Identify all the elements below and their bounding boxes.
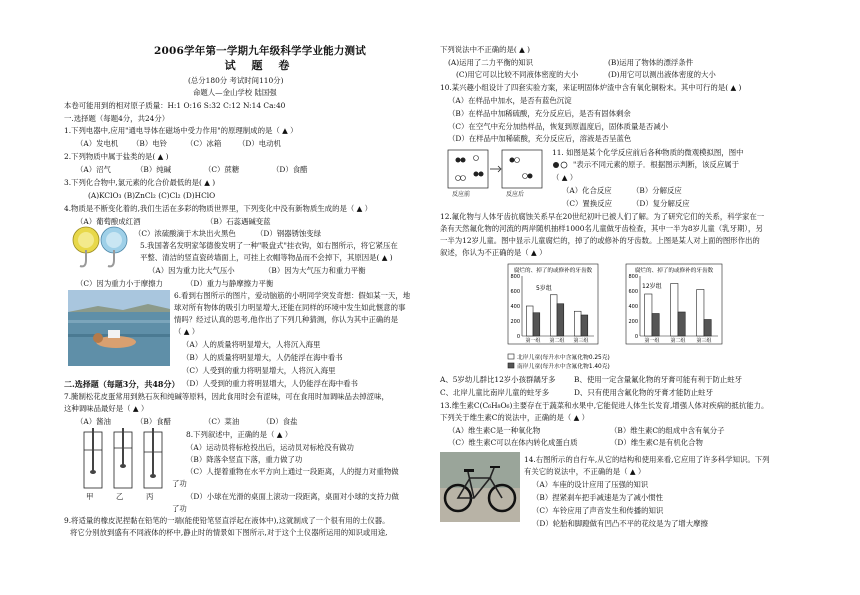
q11-stem-2: [552, 160, 739, 171]
q9-opt-c: (C)用它可以比较不同液体密度的大小: [456, 70, 579, 79]
legend-north-swatch: [508, 354, 514, 359]
q11-opt-c: （C）置换反应: [562, 199, 612, 208]
q14-stem-1: 14.右图所示的自行车,从它的结构和使用来看,它应用了许多科学知识。下列: [524, 455, 770, 464]
teeth-chart: [486, 262, 746, 372]
q2-opt-b: （B）纯碱: [136, 165, 171, 174]
q8-opt-d: （D）小球在光滑的桌面上滚动一段距离，桌面对小球的支持力做: [186, 492, 399, 501]
chart1-bar-north: [550, 295, 557, 336]
chart2-inset-label: 12岁组: [642, 283, 662, 290]
q6-opt-d: （D）人受到的重力将明显增大，人仍能浮在海中看书: [182, 379, 358, 388]
chart2-y-tick: 400: [628, 304, 638, 310]
q12-opt-d: D、只有使用含氟化物的牙膏才能防止蛀牙: [574, 388, 713, 397]
q6-opt-b: （B）人的质量将明显增大，人仍能浮在海中看书: [182, 353, 343, 362]
fig-label-jia: 甲: [86, 492, 94, 501]
chart2-bar-south: [652, 314, 659, 337]
chart1-inset-label: 5岁组: [536, 285, 552, 292]
section1-heading: 一.选择题（每题4分，共24分）: [64, 114, 170, 123]
chart1-y-tick: 0: [516, 334, 520, 340]
chart1-y-tick: 600: [510, 289, 520, 295]
chart1-title: 腐烂的、掉了的或修补的牙齿数: [513, 268, 593, 274]
legend-south-swatch: [508, 363, 514, 368]
chart1-bar-north: [574, 311, 581, 336]
q13-opt-b: （B）维生素C的组成中含有氧分子: [610, 426, 725, 435]
q7-opt-b: （B）食醋: [136, 417, 171, 426]
q10-opt-a: （A）在样品中加水，是否有蓝色沉淀: [448, 96, 572, 105]
q8-opt-c: （C）人提着重物在水平方向上通过一段距离，人的提力对重物做: [186, 467, 399, 476]
chart1-category-label: 第三组: [573, 338, 589, 344]
q14-opt-d: （D）轮胎和脚蹬做有凹凸不平的花纹是为了增大摩擦: [532, 519, 708, 528]
q4-stem: 4.物质是不断变化着的,我们生活在多彩的物质世界里，下列变化中没有新物质生成的是（ ▲ ）: [64, 204, 373, 213]
q13-stem-2: 下列关于维生素C的说法中，正确的是（ ▲ ）: [440, 413, 590, 422]
chart1-category-label: 第一组: [525, 338, 541, 344]
dead-sea-photo: [68, 290, 170, 366]
q12-stem-1: 12.氟化物与人体牙齿抗腐蚀关系早在20世纪初叶已被人们了解。为了研究它们的关系，科学家在一: [440, 212, 765, 221]
q7-opt-d: （D）食盐: [262, 417, 298, 426]
q3-stem: 3.下列化合物中,氯元素的化合价最低的是( ▲ ): [64, 178, 216, 187]
q9-opt-a: (A)运用了二力平衡的知识: [448, 58, 534, 67]
q5-opt-c: （C）因为重力小于摩擦力: [76, 279, 163, 288]
q13-opt-c: （C）维生素C可以在体内转化成蛋白质: [448, 438, 578, 447]
chart2-bar-north: [697, 290, 704, 337]
chart2-y-tick: 0: [634, 334, 638, 340]
q2-opt-d: （D）食醋: [272, 165, 308, 174]
q12-opt-c: C、北岸儿童比南岸儿童的蛀牙多: [440, 388, 550, 397]
q6-opt-c: （C）人受到的重力将明显增大，人将沉入海里: [182, 366, 336, 375]
q11-stem-3: （ ▲ ）: [552, 173, 578, 182]
q10-stem: 10.某兴趣小组设计了四套实验方案，来证明固体炉渣中含有氧化铜粉末。其中可行的是( ▲ ): [440, 83, 742, 92]
q12-stem-2: 条有天然氟化物的河流的两岸随机抽样1000名儿童做牙齿检查，其中一半为8岁儿童（乳牙期），另: [440, 224, 763, 233]
q9-stem-2: 将它分别放到盛有不同液体的杯中,静止时的情景如下图所示,对于这个土仪器所运用的知识或用途,: [70, 528, 388, 537]
q6-stem-1: 6.看到右图所示的图片，爱动脑筋的小明同学突发奇想：假如某一天，地: [174, 291, 411, 300]
chart2-bar-north: [645, 294, 652, 336]
chart2-y-tick: 200: [628, 319, 638, 325]
q8-opt-c-cont: 了功: [172, 479, 187, 488]
q1-opt-b: （B）电铃: [132, 139, 167, 148]
q2-stem: 2.下列物质中属于盐类的是( ▲ ): [64, 152, 169, 161]
exam-title: 2006学年第一学期九年级科学学业能力测试: [154, 45, 366, 57]
q14-opt-b: （B）捏紧刹车把手减速是为了减小惯性: [532, 493, 664, 502]
q6-opt-a: （A）人的质量将明显增大，人将沉入海里: [182, 340, 321, 349]
q10-opt-c: （C）在空气中充分加热样品，恢复到原温度后，固体质量是否减小: [448, 122, 668, 131]
q14-opt-a: （A）车座的设计应用了压强的知识: [532, 480, 649, 489]
q4-opt-b: （B）石蕊遇碱变蓝: [206, 217, 271, 226]
q7-stem-1: 7.腌制松花皮蛋常用到熟石灰和纯碱等原料，因此食用时会有涩味，可在食用时加调味品去掉涩味，: [64, 392, 389, 401]
chart2-category-label: 第二组: [670, 338, 686, 344]
q9-stem-1: 9.将适量的橡皮泥捏黏在铅笔的一端(能使铅笔竖直浮起在液体中),这就制成了一个很有用的土仪器。: [64, 516, 390, 525]
q6-stem-4: （ ▲ ）: [174, 327, 200, 336]
reaction-after-label: 反应后: [506, 191, 525, 198]
fig-label-yi: 乙: [116, 492, 124, 501]
q4-opt-c: （C）浓硫酸滴于木块出火黑色: [134, 229, 236, 238]
q5-stem-1: 5.我国著名发明家邹德俊发明了一种"吸盘式"挂衣钩，如右图所示，将它紧压在: [140, 241, 398, 250]
q3-options: (A)KClO₃ (B)ZnCl₂ (C)Cl₂ (D)HClO: [88, 191, 216, 200]
q5-opt-a: （A）因为重力比大气压小: [148, 266, 235, 275]
q12-stem-4: 叙述，你认为不正确的是（ ▲ ）: [440, 248, 547, 257]
score-time: (总分180分 考试时间110分): [188, 76, 284, 85]
q10-opt-b: （B）在样品中加稀硫酸，充分反应后，是否有固体剩余: [448, 109, 631, 118]
q11-opt-a: （A）化合反应: [562, 186, 612, 195]
q1-opt-c: （C）冰箱: [186, 139, 222, 148]
legend-south-label: 南岸儿童(每升水中含氟化物1.40克): [517, 364, 610, 370]
q4-opt-a: （A）葡萄酿成红酒: [76, 217, 141, 226]
q1-stem: 1.下列电器中,应用"通电导体在磁场中受力作用"的原理制成的是（ ▲ ）: [64, 126, 298, 135]
chart2-y-tick: 800: [628, 274, 638, 280]
q13-stem-1: 13.维生素C(C₆H₈O₆)主要存在于蔬菜和水果中,它能促进人体生长发育,增强人体对疾病的抵抗能力。: [440, 401, 769, 410]
q9-stem-3: 下列说法中不正确的是( ▲ ): [440, 45, 531, 54]
q13-opt-d: （D）维生素C是有机化合物: [610, 438, 703, 447]
q1-opt-d: （D）电动机: [238, 139, 281, 148]
q14-stem-2: 有关它的说法中，不正确的是（ ▲ ）: [524, 467, 646, 476]
author: 命题人—金山学校 陆国强: [193, 88, 277, 97]
q5-opt-d: （D）重力与静摩擦力平衡: [186, 279, 274, 288]
chart1-y-tick: 400: [510, 304, 520, 310]
chart2-bar-south: [678, 312, 685, 336]
chart2-category-label: 第三组: [696, 338, 712, 344]
q6-stem-2: 球对所有物体的吸引力明显增大,还能在同样的环境中发生如此惬意的事: [174, 303, 406, 312]
fig-label-bing: 丙: [146, 492, 154, 501]
atom-legend-icon: [552, 161, 572, 169]
q12-stem-3: 一半为12岁儿童。图中显示儿童腐烂的，掉了的或修补的牙齿数。上图是某人对上面的图形作出的: [440, 236, 760, 245]
bicycle-photo: [440, 452, 520, 522]
chart1-y-tick: 200: [510, 319, 520, 325]
q11-opt-d: （D）复分解反应: [632, 199, 690, 208]
q1-opt-a: （A）发电机: [76, 139, 119, 148]
chart2-category-label: 第一组: [644, 338, 660, 344]
q5-stem-2: 平整、清洁的竖直瓷砖墙面上，可挂上衣帽等物品而不会掉下，其原因是( ▲ ): [140, 253, 393, 262]
atomic-masses: 本卷可能用到的相对原子质量：H:1 O:16 S:32 C:12 N:14 Ca:40: [64, 101, 286, 110]
chart1-bar-north: [526, 306, 533, 336]
chart2-title: 腐烂的、掉了的或修补的牙齿数: [634, 268, 714, 274]
chart2-bar-south: [704, 320, 711, 337]
q4-opt-d: （D）钢器锈蚀变绿: [256, 229, 322, 238]
q6-stem-3: 情吗？经过认真的思考,他作出了下列几种猜测，你认为其中正确的是: [174, 315, 399, 324]
suction-hook-image: [70, 224, 132, 272]
q7-stem-2: 这种调味品最好是（ ▲ ）: [64, 404, 149, 413]
q7-opt-a: （A）酱油: [76, 417, 111, 426]
q9-opt-b: (B)运用了物体的漂浮条件: [608, 58, 694, 67]
q10-opt-d: （D）在样品中加稀硫酸，充分反应后，溶液是否呈蓝色: [448, 134, 632, 143]
q12-opt-a: A、5岁幼儿群比12岁小孩群龋牙多: [440, 375, 556, 384]
chart1-y-tick: 800: [510, 274, 520, 280]
q8-opt-a: （A）运动员将标枪投出后，运动员对标枪没有做功: [186, 443, 354, 452]
chart1-bar-south: [581, 315, 588, 336]
q14-opt-c: （C）车铃应用了声音发生和传播的知识: [532, 506, 664, 515]
q12-opt-b: B、使用一定含量氟化物的牙膏可能有利于防止蛀牙: [574, 375, 743, 384]
q8-stem: 8.下列叙述中，正确的是（ ▲ ）: [186, 430, 293, 439]
q11-opt-b: （B）分解反应: [632, 186, 682, 195]
q2-opt-c: （C）蔗糖: [204, 165, 240, 174]
chart1-bar-south: [533, 313, 540, 336]
chart2-bar-north: [671, 284, 678, 337]
legend-north-label: 北岸儿童(每升水中含氟化物0.25克): [517, 355, 610, 361]
q11-stem-1: 11. 如图是某个化学反应前后各种物质的微观模拟图，图中: [552, 148, 744, 157]
reaction-before-label: 反应前: [452, 191, 471, 198]
q2-opt-a: （A）沼气: [76, 165, 111, 174]
chart1-bar-south: [557, 304, 564, 336]
q11-stem-2-text: "表示不同元素的原子．根据图示判断，该反应属于: [573, 160, 739, 169]
q13-opt-a: （A）维生素C是一种氧化物: [448, 426, 541, 435]
q5-opt-b: （B）因为大气压力和重力平衡: [264, 266, 366, 275]
q9-opt-d: (D)用它可以测出液体密度的大小: [608, 70, 716, 79]
q8-opt-b: （B）降落伞竖直下落，重力做了功: [186, 455, 303, 464]
q8-opt-d-cont: 了功: [172, 504, 187, 513]
tubes-figure: [80, 426, 170, 502]
section2-heading: 二.选择题（每题3分，共48分）: [64, 379, 180, 389]
chart1-category-label: 第二组: [549, 338, 565, 344]
q7-opt-c: （C）菜油: [204, 417, 240, 426]
chart2-y-tick: 600: [628, 289, 638, 295]
exam-subtitle: 试 题 卷: [224, 59, 296, 72]
